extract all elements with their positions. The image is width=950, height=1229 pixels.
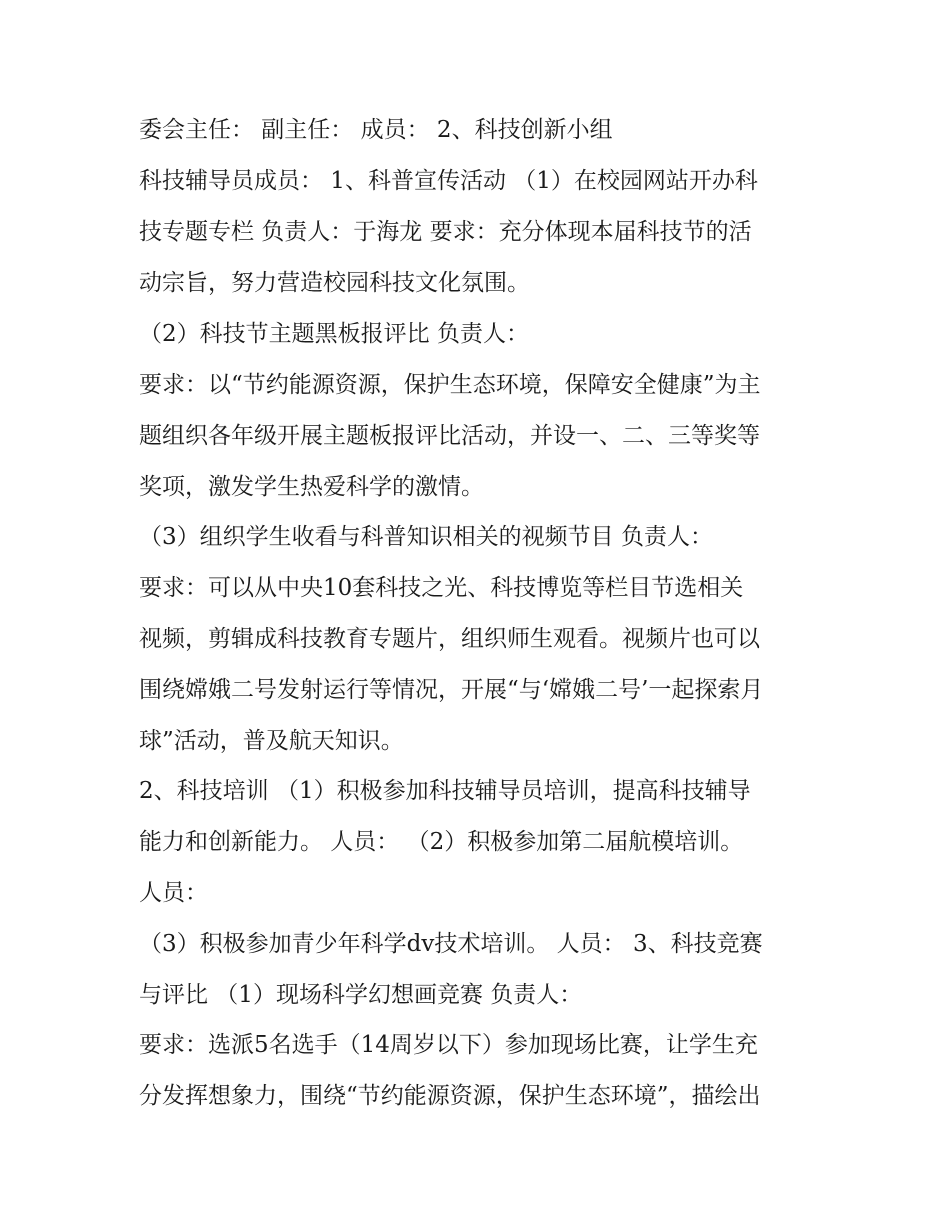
text-line: 能力和创新能力。 人员： （2）积极参加第二届航模培训。 (139, 829, 744, 855)
text-line: 2、科技培训 （1）积极参加科技辅导员培训，提高科技辅导 (139, 778, 751, 804)
text-line: 要求：以“节约能源资源，保护生态环境，保障安全健康”为主 (139, 372, 761, 398)
text-line: 动宗旨，努力营造校园科技文化氛围。 (139, 270, 530, 296)
text-line: 题组织各年级开展主题板报评比活动，并设一、二、三等奖等 (139, 423, 760, 449)
text-line: 科技辅导员成员： 1、科普宣传活动 （1）在校园网站开办科 (139, 168, 758, 194)
text-line: （2）科技节主题黑板报评比 负责人： (139, 321, 529, 347)
text-line: 要求：可以从中央10套科技之光、科技博览等栏目节选相关 (139, 575, 744, 601)
text-line: 球”活动，普及航天知识。 (139, 728, 404, 754)
text-line: 委会主任： 副主任： 成员： 2、科技创新小组 (139, 117, 613, 143)
text-line: 与评比 （1）现场科学幻想画竞赛 负责人： (139, 982, 583, 1008)
text-line: 要求：选派5名选手（14周岁以下）参加现场比赛，让学生充 (139, 1032, 758, 1058)
text-line: 视频，剪辑成科技教育专题片，组织师生观看。视频片也可以 (139, 626, 760, 652)
text-line: 人员： (139, 880, 208, 906)
text-line: 分发挥想象力，围绕“节约能源资源，保护生态环境”，描绘出 (139, 1083, 761, 1109)
text-line: （3）积极参加青少年科学dv技术培训。 人员： 3、科技竞赛 (139, 931, 763, 957)
text-line: 技专题专栏 负责人：于海龙 要求：充分体现本届科技节的活 (139, 219, 752, 245)
text-line: （3）组织学生收看与科普知识相关的视频节目 负责人： (139, 524, 713, 550)
text-line: 奖项，激发学生热爱科学的激情。 (139, 474, 484, 500)
text-line: 围绕嫦娥二号发射运行等情况，开展“与‘嫦娥二号’一起探索月 (139, 677, 764, 703)
